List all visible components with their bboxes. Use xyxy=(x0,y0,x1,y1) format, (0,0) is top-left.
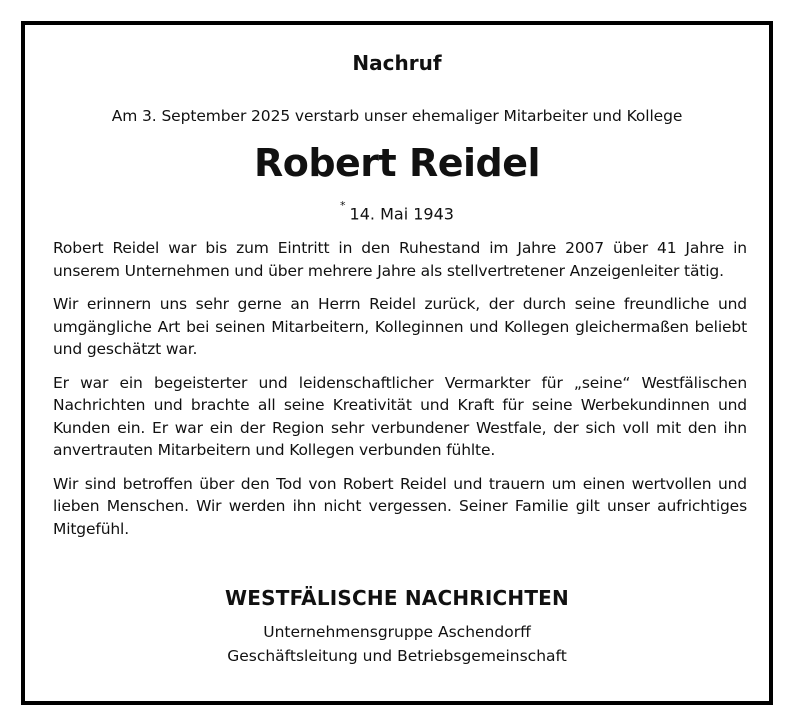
paragraph-4: Wir sind betroffen über den Tod von Robert Reidel und trauern um einen wertvollen und lieben Menschen. Wir werden ihn nicht vergessen. Seiner Familie gilt unser aufrichtiges Mitgefühl. xyxy=(53,474,747,538)
obituary-text xyxy=(53,237,747,551)
signatories: Geschäftsleitung und Betriebsgemeinschaft xyxy=(227,647,567,665)
organization-name: WESTFÄLISCHE NACHRICHTEN xyxy=(225,586,569,610)
birth-line xyxy=(25,199,769,224)
deceased-name: Robert Reidel xyxy=(253,141,541,185)
birth-date: 14. Mai 1943 xyxy=(349,204,454,224)
notice-title: Nachruf xyxy=(352,51,442,75)
paragraph-3: Er war ein begeisterter und leidenschaftlicher Vermarkter für „seine“ Westfälischen Nachrichten und brachte all seine Kreativität und Kraft für seine Werbekundinnen und Kunden ein. Er war ein der Region sehr verbundener Westfale, der sich voll mit den ihn anvertrauten Mitarbeitern und Kollegen verbunden fühlte. xyxy=(53,373,747,459)
obituary-notice xyxy=(21,21,773,705)
intro-line: Am 3. September 2025 verstarb unser ehemaliger Mitarbeiter und Kollege xyxy=(111,107,683,125)
birth-star: * xyxy=(340,199,346,212)
paragraph-2: Wir erinnern uns sehr gerne an Herrn Reidel zurück, der durch seine freundliche und umgängliche Art bei seinen Mitarbeitern, Kolleginnen und Kollegen gleichermaßen beliebt und geschätzt war. xyxy=(53,295,747,358)
paragraph-1: Robert Reidel war bis zum Eintritt in den Ruhestand im Jahre 2007 über 41 Jahre in unserem Unternehmen und über mehrere Jahre als stellvertretener Anzeigenleiter tätig. xyxy=(53,239,747,280)
group-name: Unternehmensgruppe Aschendorff xyxy=(263,623,531,641)
